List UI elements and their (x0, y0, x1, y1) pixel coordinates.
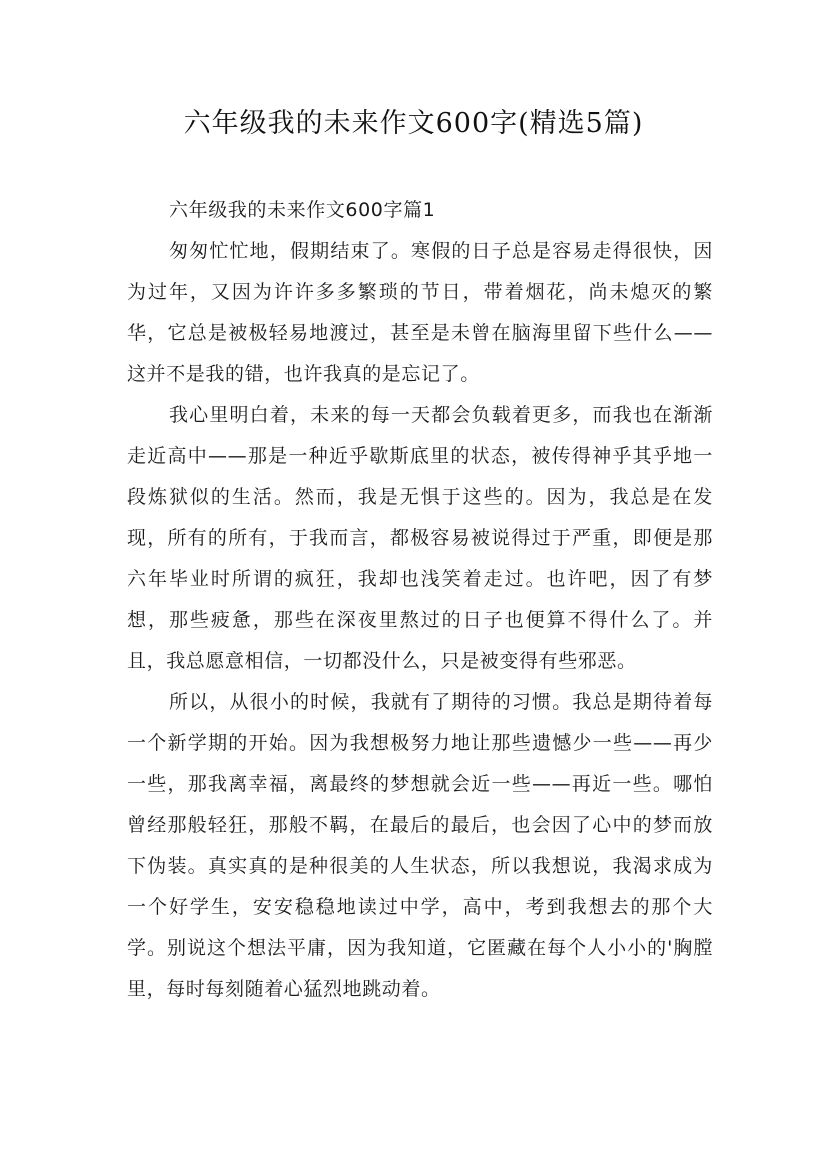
paragraph-3: 所以，从很小的时候，我就有了期待的习惯。我总是期待着每一个新学期的开始。因为我想极努力地让那些遗憾少一些——再少一些，那我离幸福，离最终的梦想就会近一些——再近一些。哪怕曾经那般轻狂，那般不羁，在最后的最后，也会因了心中的梦而放下伪装。真实真的是种很美的人生状态，所以我想说，我渴求成为一个好学生，安安稳稳地读过中学，高中，考到我想去的那个大学。别说这个想法平庸，因为我知道，它匿藏在每个人小小的'胸膛里，每时每刻随着心猛烈地跳动着。 (127, 691, 713, 1000)
document-body (127, 190, 713, 1010)
paragraph-1: 匆匆忙忙地，假期结束了。寒假的日子总是容易走得很快，因为过年，又因为许许多多繁琐的节日，带着烟花，尚未熄灭的繁华，它总是被极轻易地渡过，甚至是未曾在脑海里留下些什么——这并不是我的错，也许我真的是忘记了。 (127, 240, 713, 385)
paragraph-2: 我心里明白着，未来的每一天都会负载着更多，而我也在渐渐走近高中——那是一种近乎歇斯底里的状态，被传得神乎其乎地一段炼狱似的生活。然而，我是无惧于这些的。因为，我总是在发现，所有的所有，于我而言，都极容易被说得过于严重，即便是那六年毕业时所谓的疯狂，我却也浅笑着走过。也许吧，因了有梦想，那些疲惫，那些在深夜里熬过的日子也便算不得什么了。并且，我总愿意相信，一切都没什么，只是被变得有些邪恶。 (127, 404, 713, 672)
document-title: 六年级我的未来作文600字(精选5篇) (183, 108, 644, 139)
section-heading: 六年级我的未来作文600字篇1 (169, 199, 436, 221)
